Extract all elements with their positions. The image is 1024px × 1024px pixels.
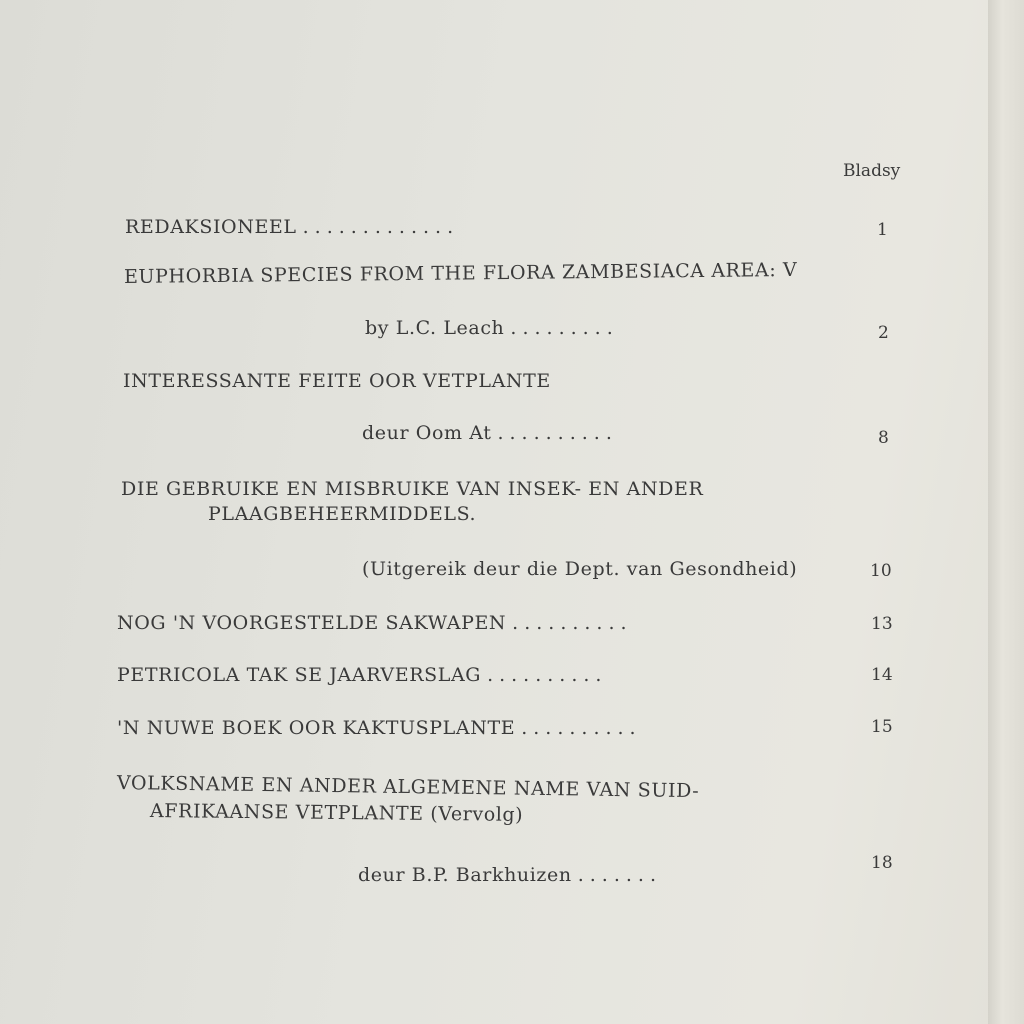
toc-entry-page: 14 xyxy=(871,665,893,685)
entry-title-text: PETRICOLA TAK SE JAARVERSLAG xyxy=(117,664,482,686)
toc-entry-title xyxy=(125,216,459,238)
toc-entry-title: DIE GEBRUIKE EN MISBRUIKE VAN INSEK- EN ANDER xyxy=(121,478,704,500)
byline-text: deur B.P. Barkhuizen xyxy=(358,864,572,886)
byline-text: by L.C. Leach xyxy=(365,317,505,339)
toc-entry-title: EUPHORBIA SPECIES FROM THE FLORA ZAMBESIACA AREA: V xyxy=(123,258,798,288)
toc-entry-byline xyxy=(362,422,618,444)
leader-dots: .......... xyxy=(497,422,618,444)
byline-text: deur Oom At xyxy=(362,422,492,444)
leader-dots: ......... xyxy=(510,317,619,339)
toc-entry-page: 15 xyxy=(871,717,893,737)
leader-dots: .......... xyxy=(487,664,608,686)
toc-entry-byline xyxy=(365,317,619,339)
leader-dots: .......... xyxy=(512,612,633,634)
toc-entry-title xyxy=(117,664,607,686)
toc-entry-title: INTERESSANTE FEITE OOR VETPLANTE xyxy=(123,370,551,392)
toc-entry-page: 10 xyxy=(870,561,892,581)
toc-entry-title: VOLKSNAME EN ANDER ALGEMENE NAME VAN SUID- xyxy=(116,772,700,803)
toc-entry-page: 1 xyxy=(877,220,888,240)
toc-entry-title xyxy=(117,717,642,739)
toc-entry-page: 18 xyxy=(871,853,893,873)
page-column-heading: Bladsy xyxy=(843,161,901,181)
entry-title-text: NOG 'N VOORGESTELDE SAKWAPEN xyxy=(117,612,507,634)
toc-entry-title xyxy=(117,612,633,634)
toc-entry-page: 8 xyxy=(878,428,889,448)
toc-entry-byline: (Uitgereik deur die Dept. van Gesondheid) xyxy=(362,558,798,580)
leader-dots: ....... xyxy=(577,864,662,886)
leader-dots: .......... xyxy=(521,717,642,739)
entry-title-text: 'N NUWE BOEK OOR KAKTUSPLANTE xyxy=(117,717,516,739)
toc-entry-page: 2 xyxy=(878,323,889,343)
toc-entry-page: 13 xyxy=(871,614,893,634)
toc-entry-title-continued: PLAAGBEHEERMIDDELS. xyxy=(208,503,477,525)
toc-entry-title-continued: AFRIKAANSE VETPLANTE (Vervolg) xyxy=(149,800,524,826)
toc-entry-byline xyxy=(358,864,662,886)
entry-title-text: REDAKSIONEEL xyxy=(125,216,297,238)
leader-dots: ............. xyxy=(302,216,460,238)
